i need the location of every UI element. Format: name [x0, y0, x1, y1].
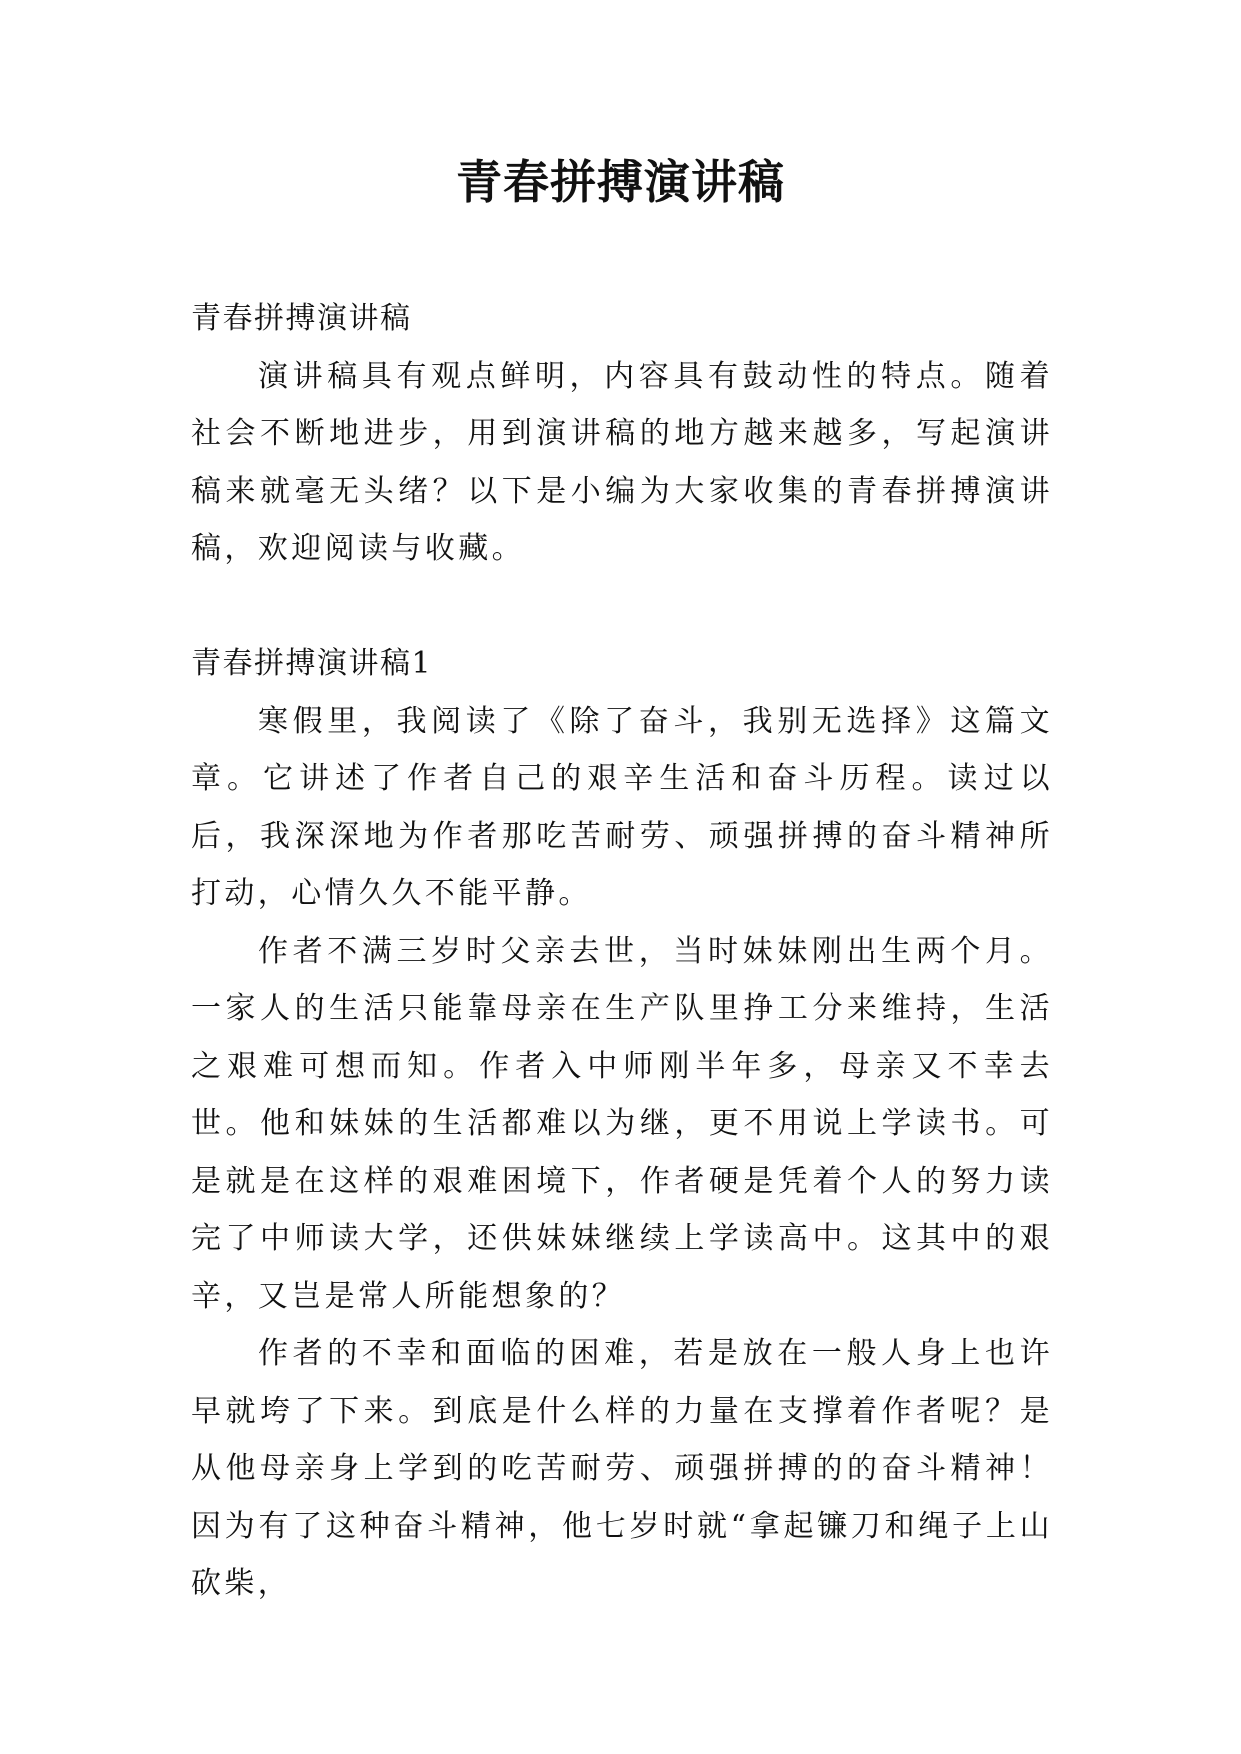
document-body	[191, 290, 1053, 1613]
document-title: 青春拼搏演讲稿	[456, 155, 785, 209]
intro-paragraph: 演讲稿具有观点鲜明，内容具有鼓动性的特点。随着社会不断地进步，用到演讲稿的地方越来越多，写起演讲稿来就毫无头绪？以下是小编为大家收集的青春拼搏演讲稿，欢迎阅读与收藏。	[191, 358, 1053, 566]
section-spacer	[191, 578, 1053, 636]
section1-paragraph-3: 作者的不幸和面临的困难，若是放在一般人身上也许早就垮了下来。到底是什么样的力量在支撑着作者呢？是从他母亲身上学到的吃苦耐劳、顽强拼搏的的奋斗精神！因为有了这种奋斗精神，他七岁时就“拿起镰刀和绳子上山砍柴，	[191, 1336, 1053, 1601]
section1-heading: 青春拼搏演讲稿1	[191, 646, 433, 681]
section1-paragraph-1: 寒假里，我阅读了《除了奋斗，我别无选择》这篇文章。它讲述了作者自己的艰辛生活和奋斗历程。读过以后，我深深地为作者那吃苦耐劳、顽强拼搏的奋斗精神所打动，心情久久不能平静。	[191, 703, 1053, 911]
section1-paragraph-2: 作者不满三岁时父亲去世，当时妹妹刚出生两个月。一家人的生活只能靠母亲在生产队里挣工分来维持，生活之艰难可想而知。作者入中师刚半年多，母亲又不幸去世。他和妹妹的生活都难以为继，更不用说上学读书。可是就是在这样的艰难困境下，作者硬是凭着个人的努力读完了中师读大学，还供妹妹继续上学读高中。这其中的艰辛，又岂是常人所能想象的？	[191, 933, 1053, 1314]
intro-heading: 青春拼搏演讲稿	[191, 301, 412, 336]
